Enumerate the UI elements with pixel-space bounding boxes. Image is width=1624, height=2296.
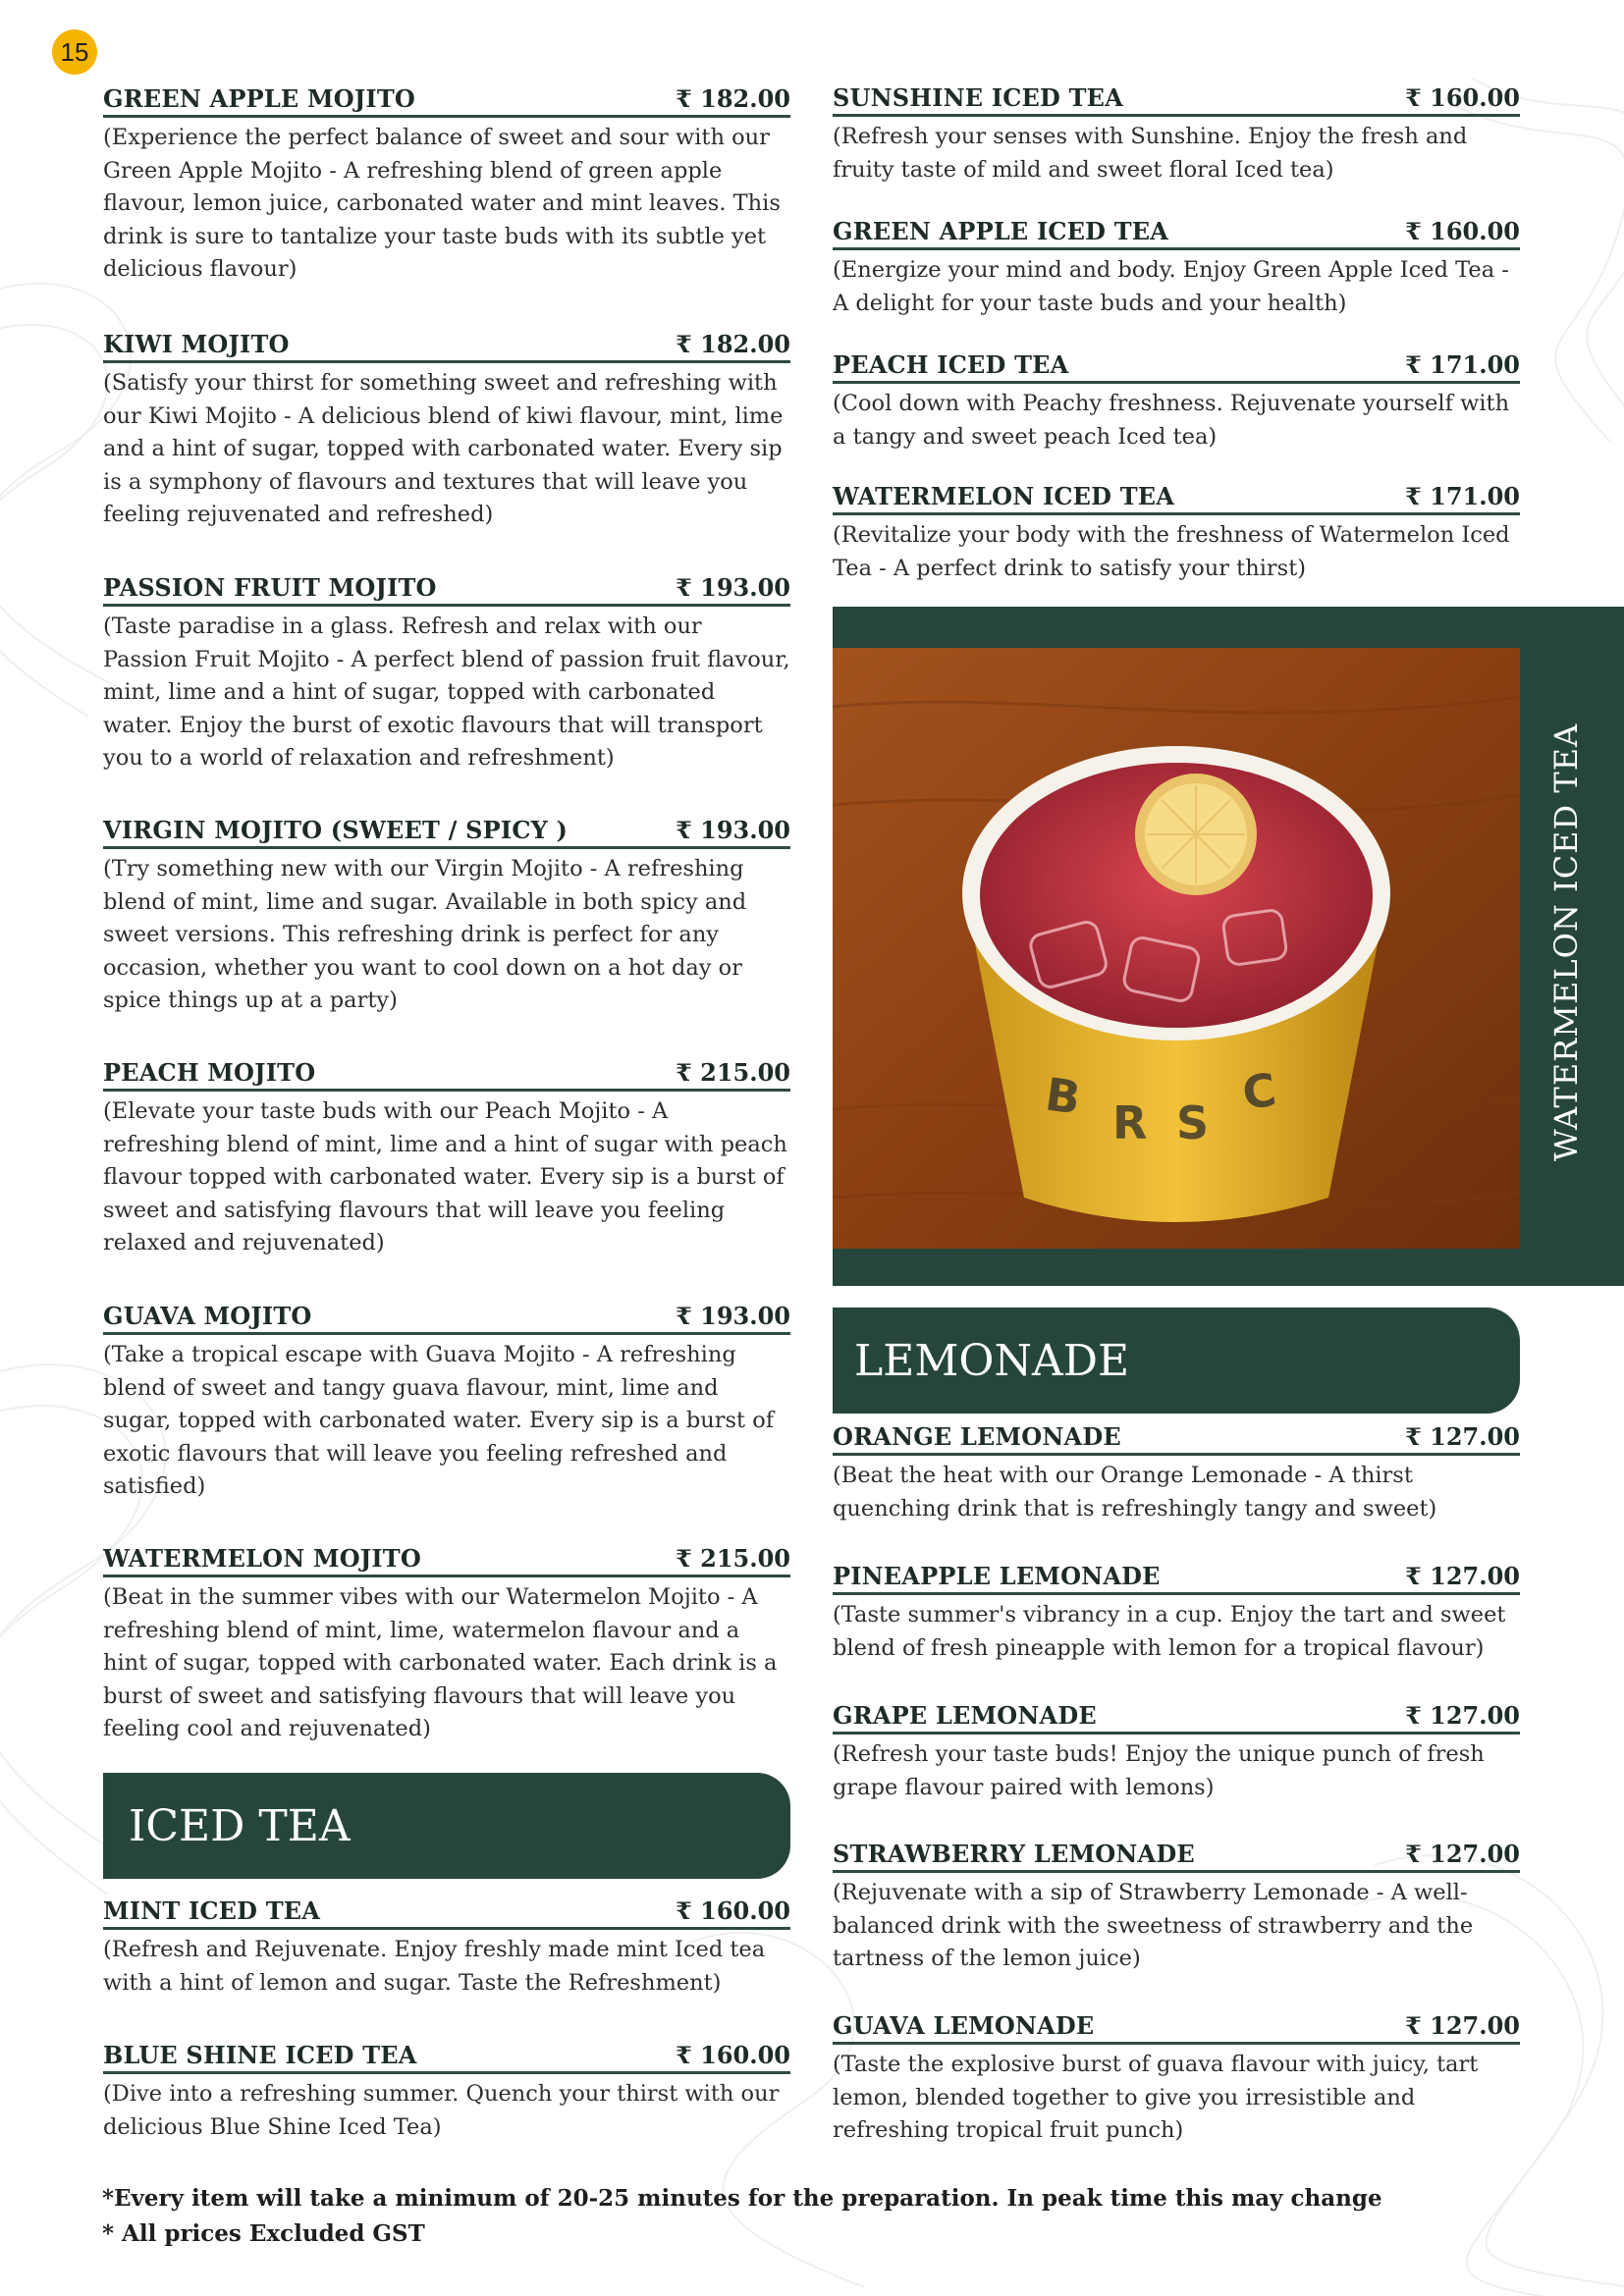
menu-item-description: (Try something new with our Virgin Mojito - A refreshing blend of mint, lime and sugar. Available in both spicy and sweet versions. This refreshing drink is perfect for any occasion, whether you want to cool down on a hot day or spice things up at a party) [103,856,747,1013]
footer-notes [102,2181,1382,2252]
menu-item-price: ₹ 160.00 [1405,217,1520,245]
menu-item-strawberry-lemonade [833,1840,1520,1976]
menu-item-pineapple-lemonade [833,1562,1520,1665]
menu-item-header [833,350,1520,384]
menu-item-price: ₹ 193.00 [676,1302,790,1330]
menu-item-description: (Take a tropical escape with Guava Mojito - A refreshing blend of sweet and tangy guava flavour, mint, lime and sugar, topped with carbonated water. Every sip is a burst of exotic flavours that will leave you feeling refreshed and satisfied) [103,1342,775,1499]
menu-item-kiwi-mojito [103,330,790,532]
menu-item-price: ₹ 171.00 [1405,350,1520,379]
page-number-badge [52,29,97,75]
menu-item-price: ₹ 127.00 [1405,2011,1520,2040]
menu-item-watermelon-mojito [103,1544,790,1746]
menu-item-header [103,1896,790,1930]
menu-item-description: (Energize your mind and body. Enjoy Green Apple Iced Tea - A delight for your taste buds and your health) [833,257,1509,316]
menu-item-description: (Dive into a refreshing summer. Quench your thirst with our delicious Blue Shine Iced Tea) [103,2081,780,2140]
menu-item-price: ₹ 171.00 [1405,482,1520,510]
menu-item-header [103,1058,790,1092]
svg-text:C: C [1239,1062,1279,1120]
menu-item-description: (Taste the explosive burst of guava flavour with juicy, tart lemon, blended together to give you irresistible and refreshing tropical fruit punch) [833,2052,1479,2143]
menu-item-green-apple-iced-tea [833,217,1520,320]
svg-text:R: R [1112,1096,1148,1149]
menu-item-name: PEACH ICED TEA [833,350,1069,379]
menu-item-price: ₹ 127.00 [1405,1840,1520,1868]
menu-item-name: PEACH MOJITO [103,1058,316,1087]
menu-item-header [833,217,1520,250]
menu-item-price: ₹ 160.00 [1405,83,1520,112]
menu-item-header [833,2011,1520,2045]
drink-photo [833,648,1520,1249]
menu-item-header [833,1701,1520,1735]
menu-item-header [833,83,1520,117]
menu-item-price: ₹ 127.00 [1405,1562,1520,1590]
section-banner-lemonade [833,1308,1520,1414]
menu-item-header [103,84,790,118]
menu-item-peach-iced-tea [833,350,1520,454]
menu-item-name: GREEN APPLE ICED TEA [833,217,1169,245]
page-number: 15 [60,36,89,67]
section-title: ICED TEA [129,1800,351,1851]
menu-item-description: (Revitalize your body with the freshness of Watermelon Iced Tea - A perfect drink to satisfy your thirst) [833,522,1510,581]
menu-item-description: (Refresh your senses with Sunshine. Enjoy the fresh and fruity taste of mild and sweet floral Iced tea) [833,124,1468,183]
menu-item-name: SUNSHINE ICED TEA [833,83,1123,112]
menu-item-header [103,2041,790,2074]
menu-item-header [103,1302,790,1335]
menu-item-name: GUAVA LEMONADE [833,2011,1095,2040]
menu-item-name: WATERMELON MOJITO [103,1544,421,1573]
preparation-time-note: *Every item will take a minimum of 20-25 minutes for the preparation. In peak time this may change [102,2185,1382,2212]
menu-item-description: (Cool down with Peachy freshness. Rejuvenate yourself with a tangy and sweet peach Iced tea) [833,391,1510,450]
menu-item-peach-mojito [103,1058,790,1260]
menu-item-watermelon-iced-tea [833,482,1520,585]
menu-item-description: (Taste summer's vibrancy in a cup. Enjoy the tart and sweet blend of fresh pineapple with lemon for a tropical flavour) [833,1602,1506,1661]
iced-tea-cup-illustration [833,648,1520,1249]
menu-item-price: ₹ 160.00 [676,2041,790,2069]
menu-item-description: (Taste paradise in a glass. Refresh and relax with our Passion Fruit Mojito - A perfect blend of passion fruit flavour, mint, lime and a hint of sugar, topped with carbonated water. Enjoy the burst of exotic flavours that will transport you to a world of relaxation and refreshment) [103,614,790,771]
svg-text:S: S [1176,1096,1210,1149]
svg-text:B: B [1042,1067,1084,1125]
section-banner-iced-tea [103,1773,790,1879]
menu-item-description: (Refresh and Rejuvenate. Enjoy freshly made mint Iced tea with a hint of lemon and sugar. Taste the Refreshment) [103,1937,766,1996]
menu-item-header [103,573,790,607]
menu-item-description: (Satisfy your thirst for something sweet and refreshing with our Kiwi Mojito - A delicious blend of kiwi flavour, mint, lime and a hint of sugar, topped with carbonated water. Every sip is a symphony of flavours and textures that will leave you feeling rejuvenated and refreshed) [103,370,784,527]
menu-item-virgin-mojito [103,816,790,1018]
menu-item-header [833,1422,1520,1456]
menu-item-price: ₹ 215.00 [676,1058,790,1087]
photo-caption [1532,628,1600,1256]
menu-item-name: GREEN APPLE MOJITO [103,84,415,113]
menu-item-name: GUAVA MOJITO [103,1302,312,1330]
menu-item-price: ₹ 127.00 [1405,1422,1520,1451]
section-title: LEMONADE [854,1335,1130,1386]
photo-caption-text: WATERMELON ICED TEA [1547,722,1586,1162]
menu-item-orange-lemonade [833,1422,1520,1525]
menu-item-price: ₹ 182.00 [676,330,790,358]
menu-item-header [833,482,1520,515]
menu-item-passion-fruit-mojito [103,573,790,775]
menu-item-header [833,1562,1520,1595]
menu-item-grape-lemonade [833,1701,1520,1804]
menu-item-header [103,1544,790,1577]
menu-item-name: KIWI MOJITO [103,330,290,358]
menu-item-description: (Elevate your taste buds with our Peach Mojito - A refreshing blend of mint, lime and a hint of sugar with peach flavour topped with carbonated water. Every sip is a burst of sweet and satisfying flavours that will leave you feeling relaxed and rejuvenated) [103,1098,787,1255]
menu-item-header [103,816,790,849]
menu-item-green-apple-mojito [103,84,790,287]
menu-item-price: ₹ 127.00 [1405,1701,1520,1730]
menu-item-price: ₹ 215.00 [676,1544,790,1573]
menu-item-price: ₹ 193.00 [676,816,790,844]
menu-item-description: (Beat in the summer vibes with our Watermelon Mojito - A refreshing blend of mint, lime, watermelon flavour and a hint of sugar, topped with carbonated water. Each drink is a burst of sweet and satisfying flavours that will leave you feeling cool and rejuvenated) [103,1584,778,1741]
menu-item-description: (Rejuvenate with a sip of Strawberry Lemonade - A well-balanced drink with the sweetness of strawberry and the tartness of the lemon juice) [833,1880,1474,1971]
menu-item-name: WATERMELON ICED TEA [833,482,1175,510]
menu-item-sunshine-iced-tea [833,83,1520,187]
menu-item-name: GRAPE LEMONADE [833,1701,1097,1730]
menu-item-header [833,1840,1520,1873]
gst-note: * All prices Excluded GST [102,2220,425,2247]
menu-item-name: STRAWBERRY LEMONADE [833,1840,1195,1868]
menu-item-description: (Experience the perfect balance of sweet and sour with our Green Apple Mojito - A refreshing blend of green apple flavour, lemon juice, carbonated water and mint leaves. This drink is sure to tantalize your taste buds with its subtle yet delicious flavour) [103,125,781,282]
menu-item-price: ₹ 160.00 [676,1896,790,1925]
menu-item-guava-lemonade [833,2011,1520,2148]
menu-item-price: ₹ 193.00 [676,573,790,602]
menu-item-name: PASSION FRUIT MOJITO [103,573,437,602]
menu-item-blue-shine-iced-tea [103,2041,790,2144]
menu-item-price: ₹ 182.00 [676,84,790,113]
menu-item-guava-mojito [103,1302,790,1504]
menu-item-name: BLUE SHINE ICED TEA [103,2041,417,2069]
menu-item-description: (Refresh your taste buds! Enjoy the unique punch of fresh grape flavour paired with lemons) [833,1741,1485,1800]
menu-item-description: (Beat the heat with our Orange Lemonade - A thirst quenching drink that is refreshingly tangy and sweet) [833,1463,1437,1522]
menu-item-name: MINT ICED TEA [103,1896,321,1925]
menu-item-name: PINEAPPLE LEMONADE [833,1562,1161,1590]
menu-item-header [103,330,790,363]
menu-item-name: VIRGIN MOJITO (SWEET / SPICY ) [103,816,568,844]
menu-item-mint-iced-tea [103,1896,790,2000]
menu-item-name: ORANGE LEMONADE [833,1422,1121,1451]
